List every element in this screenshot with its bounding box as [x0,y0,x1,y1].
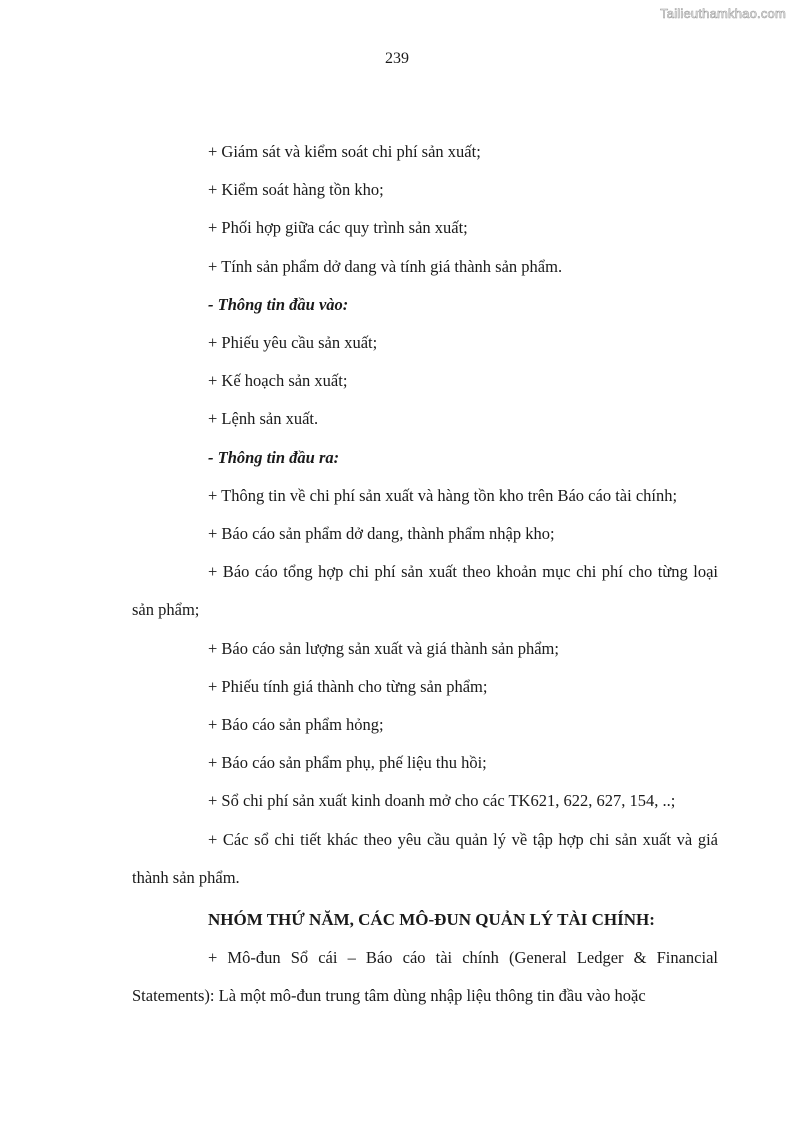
bullet-production-request: + Phiếu yêu cầu sản xuất; [208,333,378,353]
bullet-financial-report-info: + Thông tin về chi phí sản xuất và hàng tồn kho trên Báo cáo tài chính; [208,485,678,505]
heading-input-info: - Thông tin đầu vào: [208,294,349,314]
bullet-output-report: + Báo cáo sản lượng sản xuất và giá thành sản phẩm; [208,638,559,658]
bullet-cost-summary-report: + Báo cáo tổng hợp chi phí sản xuất theo khoản mục chi phí cho từng loại sản phẩm; [132,562,718,620]
watermark-text: Tailieuthamkhao.com [660,6,786,21]
paragraph-general-ledger: + Mô-đun Sổ cái – Báo cáo tài chính (General Ledger & Financial Statements): Là một mô-đun trung tâm dùng nhập liệu thông tin đầu vào hoặc [132,948,718,1006]
bullet-byproduct-report: + Báo cáo sản phẩm phụ, phế liệu thu hồi; [208,753,487,773]
bullet-inventory-control: + Kiểm soát hàng tồn kho; [208,180,384,200]
document-body [132,133,718,1016]
bullet-cost-sheet: + Phiếu tính giá thành cho từng sản phẩm; [208,676,488,696]
bullet-defect-report: + Báo cáo sản phẩm hỏng; [208,715,384,735]
bullet-production-order: + Lệnh sản xuất. [208,409,319,429]
bullet-detail-ledgers: + Các sổ chi tiết khác theo yêu cầu quản lý về tập hợp chi sản xuất và giá thành sản phẩm. [132,829,718,887]
section-title: NHÓM THỨ NĂM, CÁC MÔ-ĐUN QUẢN LÝ TÀI CHÍNH: [208,910,655,930]
page-number: 239 [385,50,409,67]
bullet-wip-report: + Báo cáo sản phẩm dở dang, thành phẩm nhập kho; [208,524,555,544]
bullet-wip-costing: + Tính sản phẩm dở dang và tính giá thành sản phẩm. [208,256,563,276]
bullet-production-plan: + Kế hoạch sản xuất; [208,371,348,391]
bullet-cost-ledger: + Sổ chi phí sản xuất kinh doanh mở cho các TK621, 622, 627, 154, ..; [208,791,676,811]
bullet-cost-control: + Giám sát và kiểm soát chi phí sản xuất; [208,142,481,161]
heading-output-info: - Thông tin đầu ra: [208,447,340,467]
bullet-process-coordination: + Phối hợp giữa các quy trình sản xuất; [208,218,468,238]
